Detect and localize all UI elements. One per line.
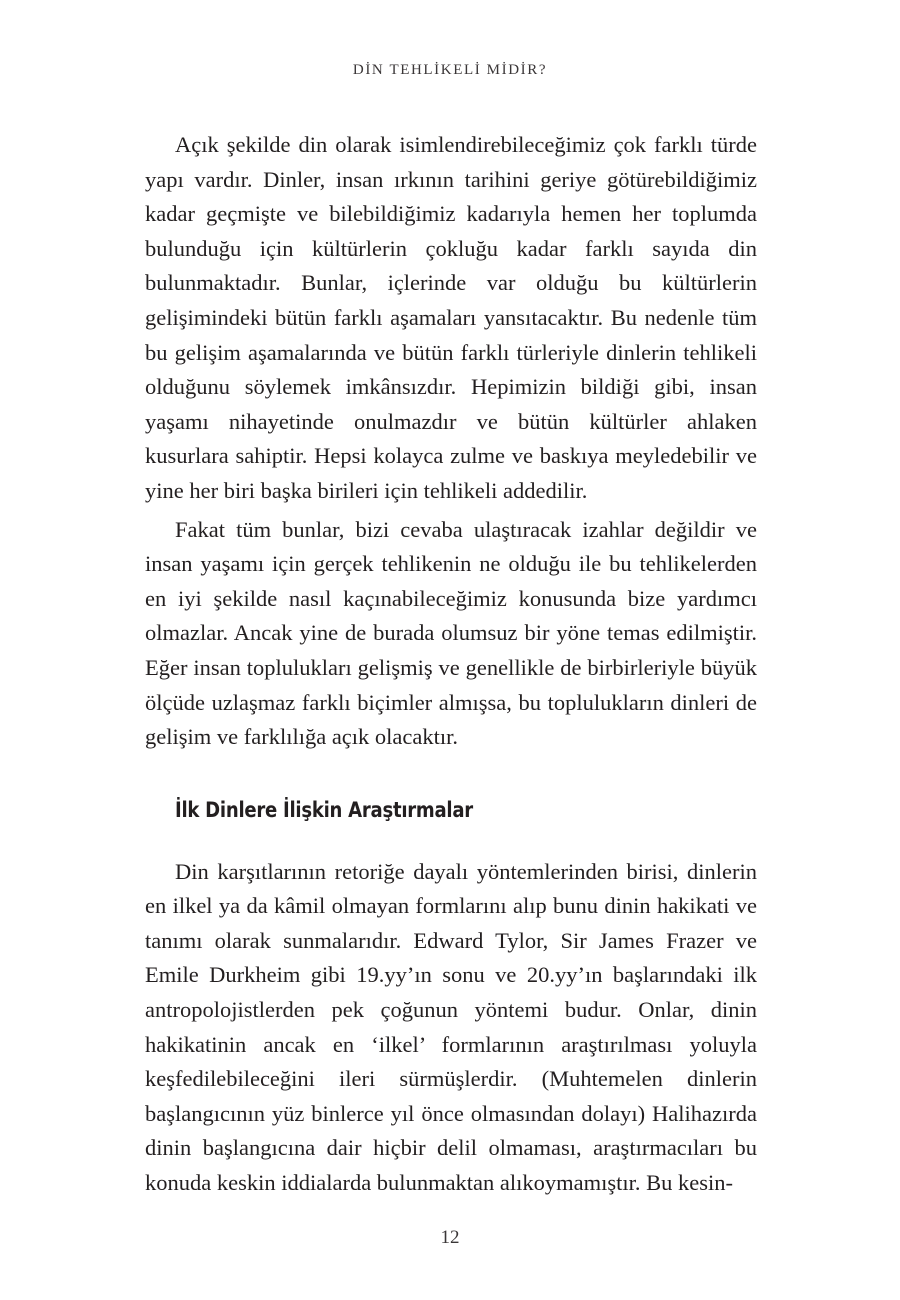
section-heading: İlk Dinlere İlişkin Araştırmalar (175, 797, 473, 822)
page-number: 12 (440, 1227, 460, 1248)
body-paragraph: Din karşıtlarının retoriğe dayalı yöntemlerinden birisi, dinlerin en ilkel ya da kâmil olmayan formlarını alıp bunu dinin hakikati ve tanımı olarak sunmalarıdır. Edward Tylor, Sir James Frazer ve Emile Durkheim gibi 19.yy’ın sonu ve 20.yy’ın başlarındaki ilk antropolojistlerden pek çoğunun yöntemi budur. Onlar, dinin hakikatinin ancak en ‘ilkel’ formlarının araştırılması yoluyla keşfedilebileceğini ileri sürmüşlerdir. (Muhtemelen dinlerin başlangıcının yüz binlerce yıl önce olmasından dolayı) Halihazırda dinin başlangıcına dair hiçbir delil olmaması, araştırmacıları bu konuda keskin iddialarda bulunmaktan alıkoymamıştır. Bu kesin- (145, 858, 757, 1196)
body-paragraph: Açık şekilde din olarak isimlendirebileceğimiz çok farklı türde yapı vardır. Dinler, insan ırkının tarihini geriye götürebildiğimiz kadar geçmişte ve bilebildiğimiz kadarıyla hemen her toplumda bulunduğu için kültürlerin çokluğu kadar farklı sayıda din bulunmaktadır. Bunlar, içlerinde var olduğu bu kültürlerin gelişimindeki bütün farklı aşamaları yansıtacaktır. Bu nedenle tüm bu gelişim aşamalarında ve bütün farklı türleriyle dinlerin tehlikeli olduğunu söylemek imkânsızdır. Hepimizin bildiği gibi, insan yaşamı nihayetinde onulmazdır ve bütün kültürler ahlaken kusurlara sahiptir. Hepsi kolayca zulme ve baskıya meyledebilir ve yine her biri başka birileri için tehlikeli addedilir. (145, 132, 757, 503)
running-header-title: DİN TEHLİKELİ MİDİR? (352, 62, 548, 78)
page-body (145, 128, 757, 1201)
body-paragraph: Fakat tüm bunlar, bizi cevaba ulaştıracak izahlar değildir ve insan yaşamı için gerçek tehlikenin ne olduğu ile bu tehlikelerden en iyi şekilde nasıl kaçınabileceğimiz konusunda bize yardımcı olmazlar. Ancak yine de burada olumsuz bir yöne temas edilmiştir. Eğer insan toplulukları gelişmiş ve genellikle de birbirleriyle büyük ölçüde uzlaşmaz farklı biçimler almışsa, bu toplulukların dinleri de gelişim ve farklılığa açık olacaktır. (145, 516, 757, 750)
